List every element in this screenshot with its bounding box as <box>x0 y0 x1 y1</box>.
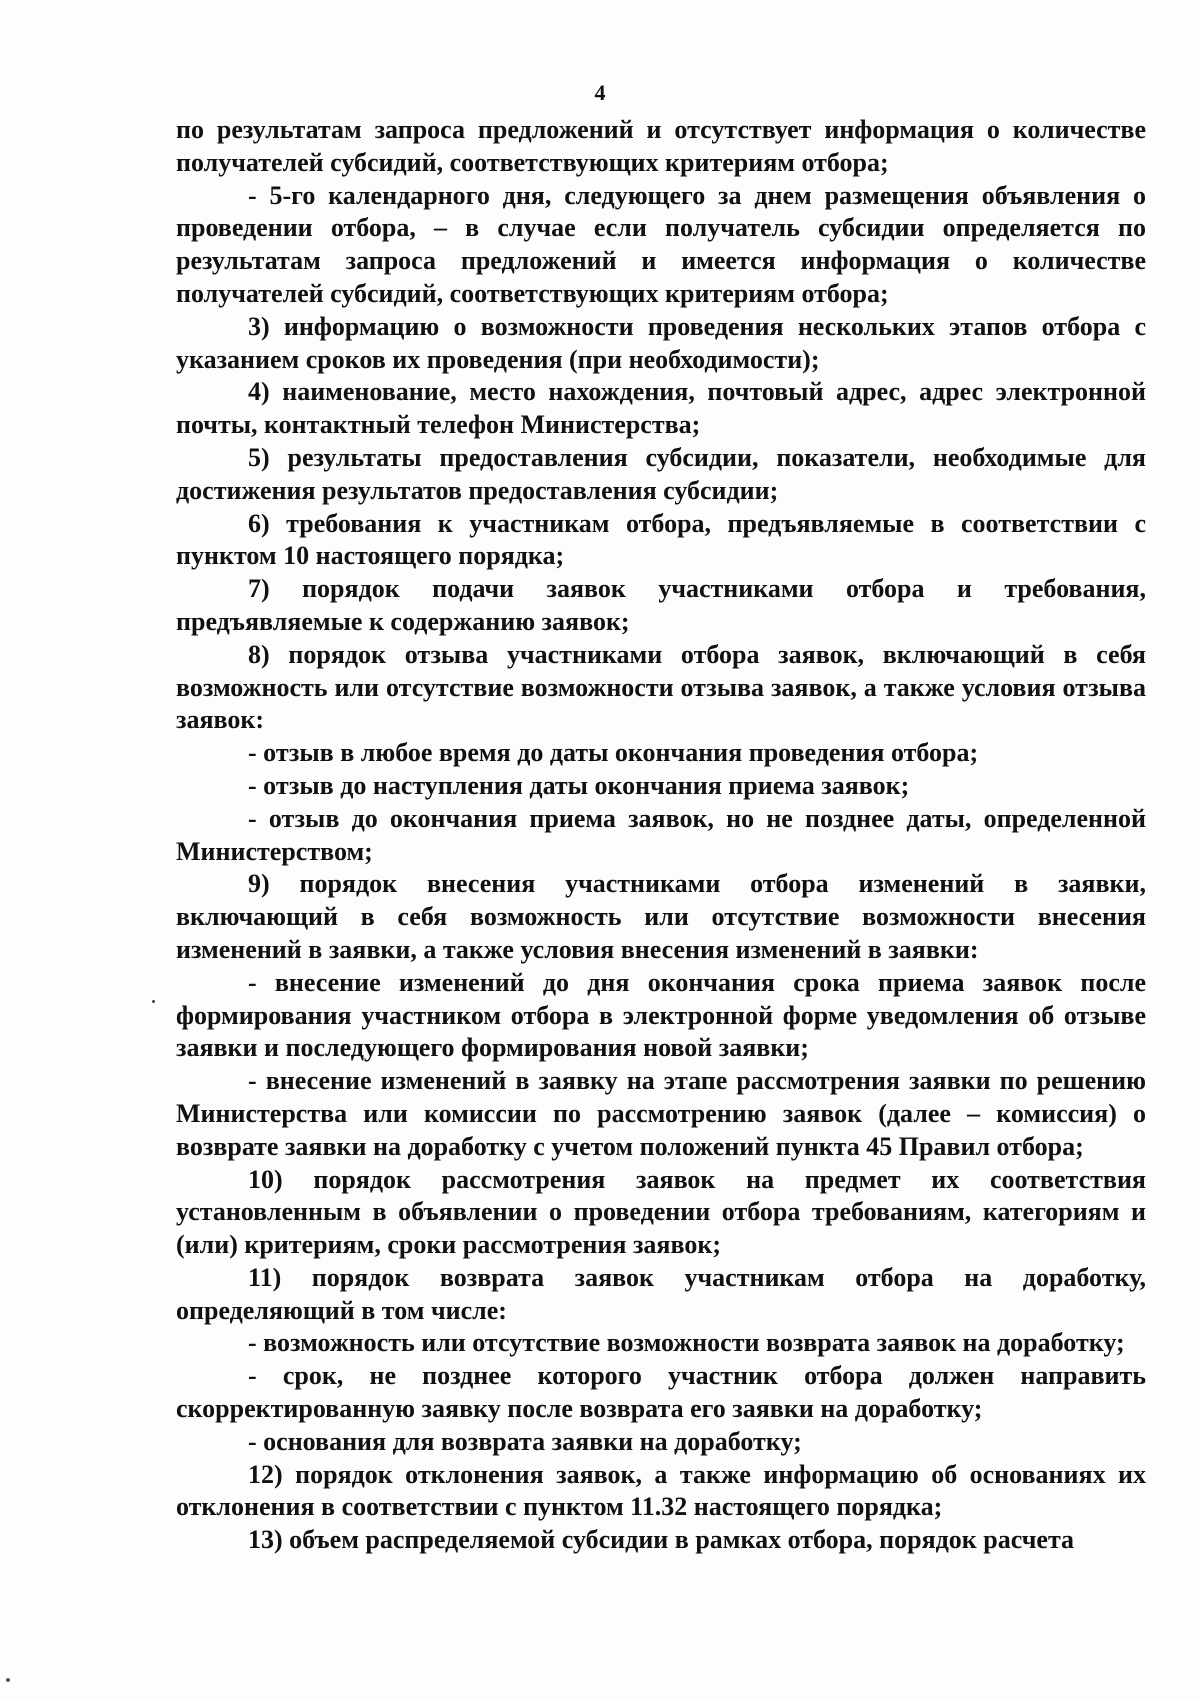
paragraph: 3) информацию о возможности проведения нескольких этапов отбора с указанием сроков их проведения (при необходимости); <box>176 311 1146 374</box>
document-body <box>176 114 1146 1557</box>
paragraph: - возможность или отсутствие возможности возврата заявок на доработку; <box>248 1328 1125 1358</box>
paragraph: - отзыв до окончания приема заявок, но не позднее даты, определенной Министерством; <box>176 803 1146 866</box>
paragraph: - внесение изменений в заявку на этапе рассмотрения заявки по решению Министерства или комиссии по рассмотрению заявок (далее – комиссия) о возврате заявки на доработку с учетом положений пункта 45 Правил отбора; <box>176 1066 1146 1161</box>
paragraph: - срок, не позднее которого участник отбора должен направить скорректированную заявку после возврата его заявки на доработку; <box>176 1361 1146 1424</box>
paragraph: 7) порядок подачи заявок участниками отбора и требования, предъявляемые к содержанию заявок; <box>176 574 1146 636</box>
paragraph: - отзыв до наступления даты окончания приема заявок; <box>248 770 910 800</box>
paragraph: по результатам запроса предложений и отсутствует информация о количестве получателей субсидий, соответствующих критериям отбора; <box>176 115 1146 177</box>
paragraph: - основания для возврата заявки на доработку; <box>248 1426 802 1456</box>
scan-speck <box>6 1678 10 1682</box>
paragraph: 5) результаты предоставления субсидии, показатели, необходимые для достижения результатов предоставления субсидии; <box>176 442 1146 505</box>
paragraph: 4) наименование, место нахождения, почтовый адрес, адрес электронной почты, контактный телефон Министерства; <box>176 377 1146 440</box>
paragraph: 10) порядок рассмотрения заявок на предмет их соответствия установленным в объявлении о проведении отбора требованиям, категориям и (или) критериям, сроки рассмотрения заявок; <box>176 1164 1146 1260</box>
paragraph: 6) требования к участникам отбора, предъявляемые в соответствии с пунктом 10 настоящего порядка; <box>176 508 1146 571</box>
paragraph: - 5-го календарного дня, следующего за днем размещения объявления о проведении отбора, – в случае если получатель субсидии определяется по результатам запроса предложений и имеется информация о количестве получателей субсидий, соответствующих критериям отбора; <box>176 180 1146 308</box>
paragraph: 12) порядок отклонения заявок, а также информацию об основаниях их отклонения в соответствии с пунктом 11.32 настоящего порядка; <box>176 1459 1146 1522</box>
paragraph: 8) порядок отзыва участниками отбора заявок, включающий в себя возможность или отсутствие возможности отзыва заявок, а также условия отзыва заявок: <box>176 639 1146 735</box>
paragraph: 13) объем распределяемой субсидии в рамках отбора, порядок расчета <box>248 1525 1075 1555</box>
paragraph: - внесение изменений до дня окончания срока приема заявок после формирования участником отбора в электронной форме уведомления об отзыве заявки и последующего формирования новой заявки; <box>176 967 1146 1063</box>
scan-speck <box>152 1000 155 1003</box>
paragraph: 11) порядок возврата заявок участникам отбора на доработку, определяющий в том числе: <box>176 1262 1146 1325</box>
paragraph: 9) порядок внесения участниками отбора изменений в заявки, включающий в себя возможность или отсутствие возможности внесения изменений в заявки, а также условия внесения изменений в заявки: <box>176 869 1146 964</box>
paragraph: - отзыв в любое время до даты окончания проведения отбора; <box>248 738 979 768</box>
page-number: 4 <box>594 80 606 105</box>
